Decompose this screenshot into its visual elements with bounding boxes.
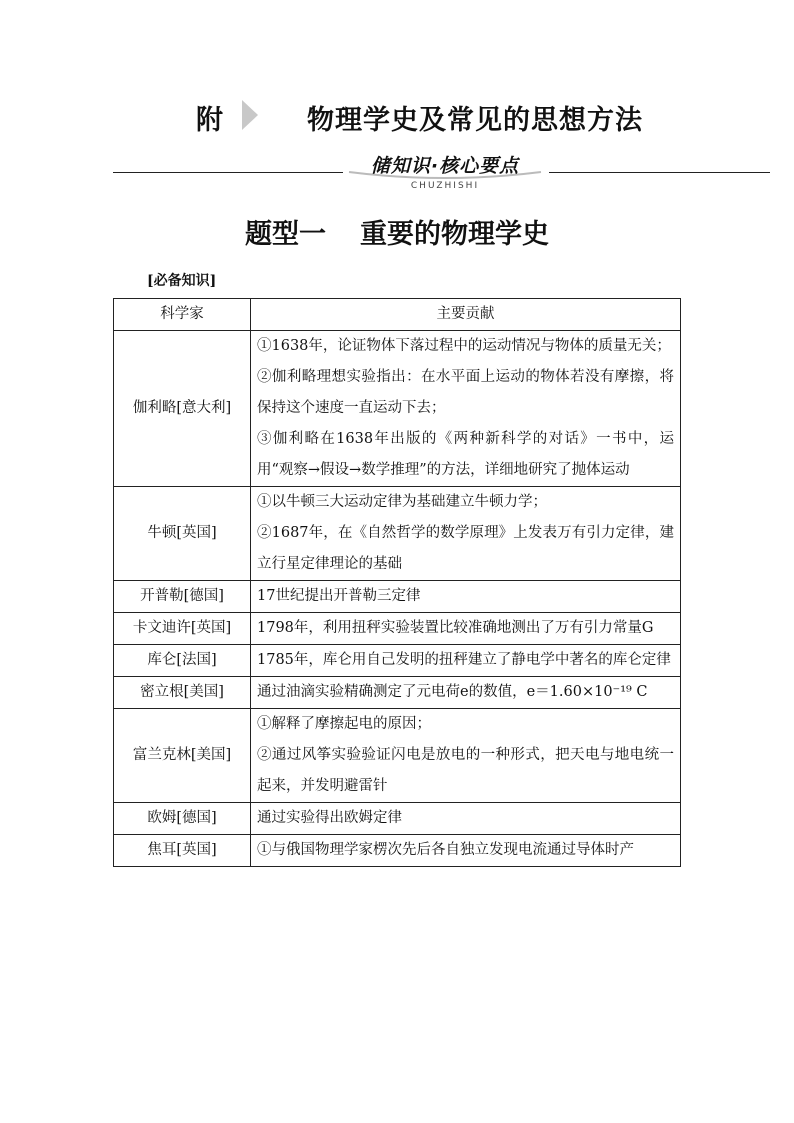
section-banner [113, 150, 770, 194]
scientist-name: 卡文迪许[英国] [114, 613, 251, 645]
contribution [251, 645, 681, 677]
section-title-part2: 重要的物理学史 [360, 219, 549, 250]
scientist-name: 密立根[美国] [114, 677, 251, 709]
table-row [114, 613, 681, 645]
banner-rule-left [113, 172, 343, 173]
contribution-line: ③伽利略在1638年出版的《两种新科学的对话》一书中，运用“观察→假设→数学推理”的方法，详细地研究了抛体运动 [257, 431, 674, 478]
chapter-title: 物理学史及常见的思想方法 [307, 105, 643, 136]
contribution-line: ①解释了摩擦起电的原因； [257, 716, 431, 732]
scientist-name: 开普勒[德国] [114, 581, 251, 613]
banner-rule-right [549, 172, 770, 173]
scientist-name: 库仑[法国] [114, 645, 251, 677]
section-title [0, 212, 794, 251]
section-title-part1: 题型一 [245, 219, 326, 250]
scientist-name: 牛顿[英国] [114, 487, 251, 581]
knowledge-tag: [必备知识] [147, 273, 217, 289]
scientist-name: 欧姆[德国] [114, 803, 251, 835]
table-row [114, 581, 681, 613]
contribution-line: ②伽利略理想实验指出：在水平面上运动的物体若没有摩擦，将保持这个速度一直运动下去； [257, 369, 674, 416]
scientist-name: 伽利略[意大利] [114, 331, 251, 487]
contribution [251, 487, 681, 581]
header-contribution: 主要贡献 [251, 299, 681, 331]
banner-pinyin: CHUZHISHI [410, 181, 480, 191]
contribution-line: 17世纪提出开普勒三定律 [257, 588, 421, 604]
contribution-line: 1798年，利用扭秤实验装置比较准确地测出了万有引力常量G [257, 620, 654, 636]
contribution-line: ①与俄国物理学家楞次先后各自独立发现电流通过导体时产 [257, 842, 634, 858]
contribution [251, 709, 681, 803]
contribution [251, 803, 681, 835]
table-row [114, 487, 681, 581]
history-table [113, 298, 681, 867]
contribution [251, 613, 681, 645]
table-row [114, 803, 681, 835]
contribution-line: ②通过风筝实验验证闪电是放电的一种形式，把天电与地电统一起来，并发明避雷针 [257, 747, 674, 794]
chapter-header [0, 96, 794, 140]
contribution [251, 331, 681, 487]
contribution-line: ①1638年，论证物体下落过程中的运动情况与物体的质量无关； [257, 338, 671, 354]
contribution-line: 通过油滴实验精确测定了元电荷e的数值，e＝1.60×10⁻¹⁹ C [257, 684, 648, 700]
contribution [251, 677, 681, 709]
scientist-name: 焦耳[英国] [114, 835, 251, 867]
contribution-line: ②1687年，在《自然哲学的数学原理》上发表万有引力定律，建立行星定律理论的基础 [257, 525, 674, 572]
table-row [114, 677, 681, 709]
chapter-prefix: 附 [196, 105, 223, 136]
contribution-line: 通过实验得出欧姆定律 [257, 810, 402, 826]
contribution-line: ①以牛顿三大运动定律为基础建立牛顿力学； [257, 494, 547, 510]
contribution-line: 1785年，库仑用自己发明的扭秤建立了静电学中著名的库仑定律 [257, 652, 671, 668]
table-row [114, 709, 681, 803]
table-row [114, 645, 681, 677]
contribution [251, 581, 681, 613]
table-row [114, 331, 681, 487]
header-scientist: 科学家 [114, 299, 251, 331]
contribution [251, 835, 681, 867]
banner-label: 储知识·核心要点 [370, 155, 520, 177]
scientist-name: 富兰克林[美国] [114, 709, 251, 803]
table-row [114, 835, 681, 867]
chevron-right-icon [240, 100, 260, 130]
table-header-row [114, 299, 681, 331]
